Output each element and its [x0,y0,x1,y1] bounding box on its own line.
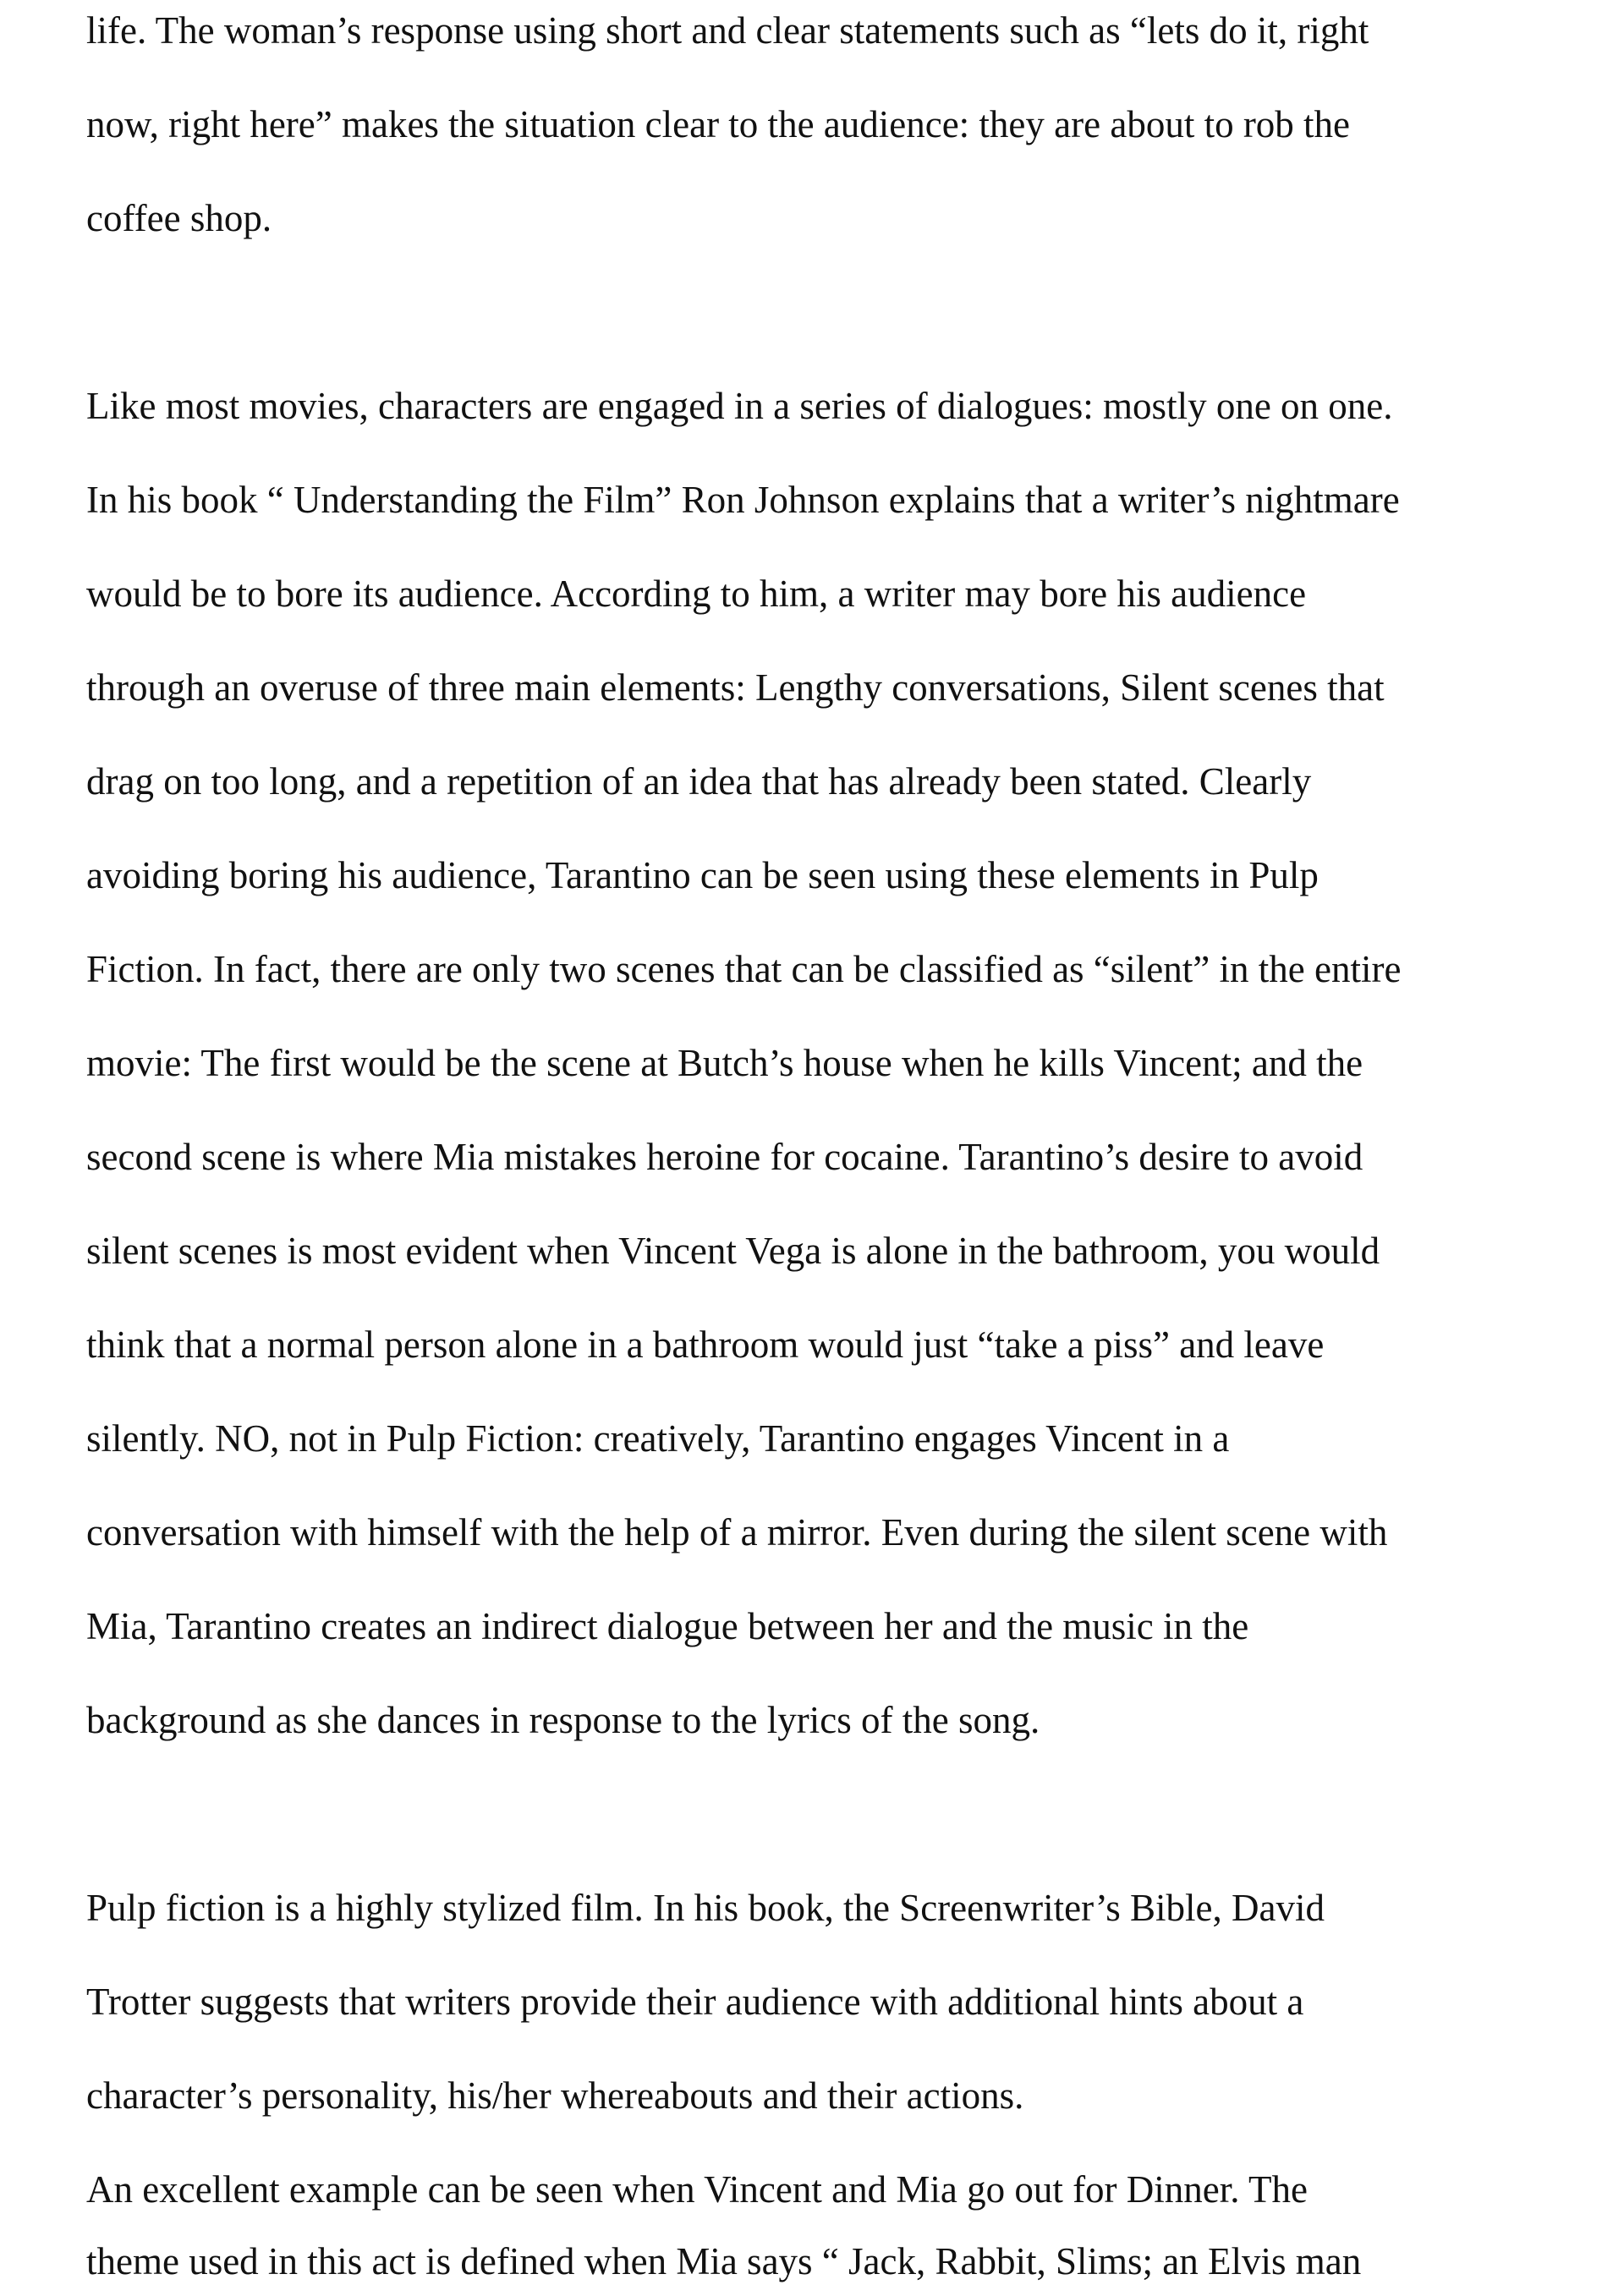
text-line: Fiction. In fact, there are only two scenes that can be classified as “silent” in the entire [86,948,1402,990]
text-line: think that a normal person alone in a bathroom would just “take a piss” and leave [86,1323,1325,1366]
text-line: background as she dances in response to the lyrics of the song. [86,1699,1040,1741]
text-line: second scene is where Mia mistakes heroine for cocaine. Tarantino’s desire to avoid [86,1136,1363,1178]
text-line: Mia, Tarantino creates an indirect dialogue between her and the music in the [86,1605,1249,1647]
text-line: Pulp fiction is a highly stylized film. In his book, the Screenwriter’s Bible, David [86,1887,1325,1929]
text-line: An excellent example can be seen when Vincent and Mia go out for Dinner. The [86,2168,1308,2211]
text-line: theme used in this act is defined when Mia says “ Jack, Rabbit, Slims; an Elvis man [86,2240,1362,2282]
text-line: In his book “ Understanding the Film” Ron Johnson explains that a writer’s nightmare [86,479,1400,521]
text-line: character’s personality, his/her whereabouts and their actions. [86,2074,1024,2117]
text-line: now, right here” makes the situation clear to the audience: they are about to rob the [86,103,1351,145]
text-line: conversation with himself with the help of a mirror. Even during the silent scene with [86,1511,1388,1553]
text-line: coffee shop. [86,197,272,239]
text-line: would be to bore its audience. According to him, a writer may bore his audience [86,573,1307,615]
text-line: silent scenes is most evident when Vincent Vega is alone in the bathroom, you would [86,1230,1380,1272]
text-line: silently. NO, not in Pulp Fiction: creatively, Tarantino engages Vincent in a [86,1417,1230,1460]
text-line: avoiding boring his audience, Tarantino can be seen using these elements in Pulp [86,854,1319,896]
text-line: life. The woman’s response using short and clear statements such as “lets do it, right [86,9,1369,52]
text-line: through an overuse of three main elements: Lengthy conversations, Silent scenes that [86,666,1385,709]
text-line: drag on too long, and a repetition of an idea that has already been stated. Clearly [86,760,1312,803]
text-line: movie: The first would be the scene at Butch’s house when he kills Vincent; and the [86,1042,1363,1084]
text-line: Like most movies, characters are engaged in a series of dialogues: mostly one on one. [86,385,1393,427]
text-line: Trotter suggests that writers provide their audience with additional hints about a [86,1981,1304,2023]
